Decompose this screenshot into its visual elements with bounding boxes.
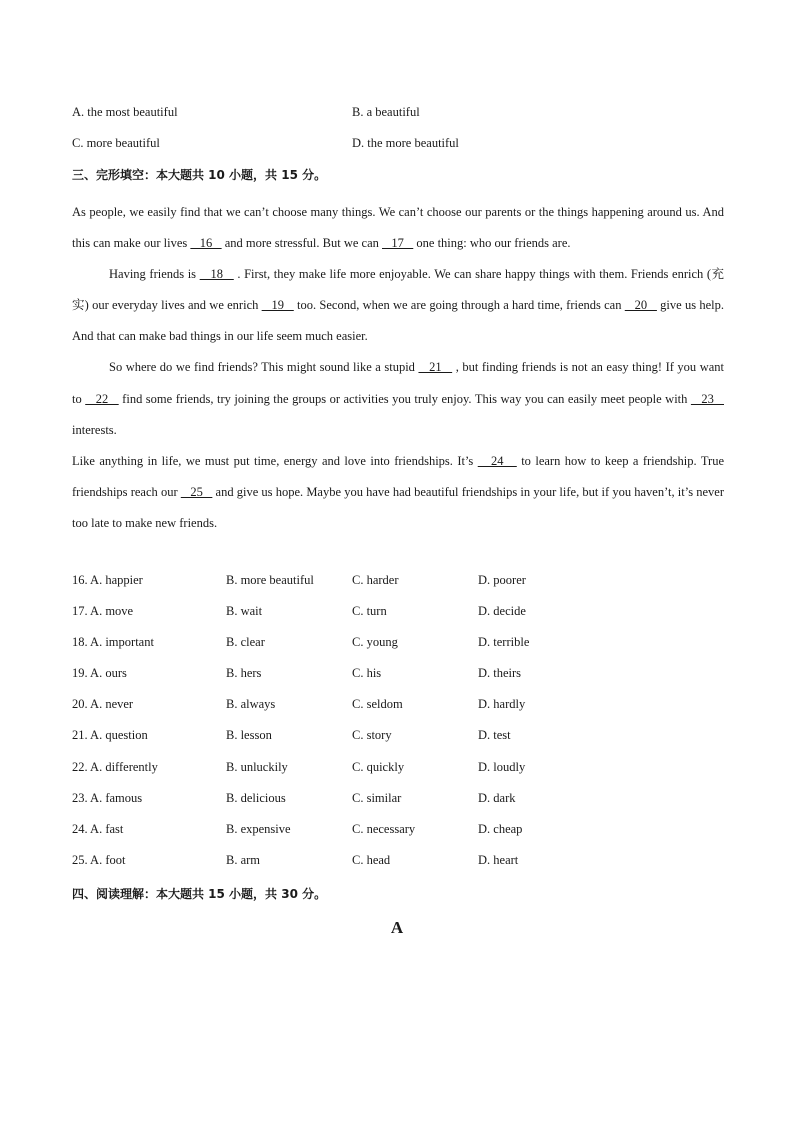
question-row [72,821,732,852]
option-b: B. lesson [226,728,272,743]
option-c: C. story [352,728,392,743]
option-a: 22. A. differently [72,759,158,774]
blank-23: 23 [690,391,724,406]
option-d: D. test [478,728,511,743]
question-row [72,696,732,727]
question-row [72,759,732,790]
option-a: 24. A. fast [72,821,124,836]
option-a: 25. A. foot [72,852,126,867]
option-a: 20. A. never [72,697,134,712]
passage-text: So where do we find friends? This might sound like a stupid [109,360,419,375]
passage-text: Like anything in life, we must put time, energy and love into friendships. It’s [72,453,478,468]
option-a: 19. A. ours [72,666,127,681]
passage-paragraph-3 [72,352,724,445]
passage-a-heading: A [390,918,404,937]
option-d: D. hardly [478,697,526,712]
prev-option-b: B. a beautiful [352,105,420,119]
passage-text: and give us hope. Maybe you have had beautiful friendships in your life, but if you haven’t, it’s never too late to make new friends. [72,484,725,530]
blank-18: 18 [199,267,234,282]
option-c: C. quickly [352,759,405,774]
option-a: 18. A. important [72,635,154,650]
question-row [72,852,732,883]
passage-text: As people, we easily find that we can’t choose many things. We can’t choose our parents or the things happening around us. And this can make our lives [72,205,724,251]
option-c: C. his [352,666,382,681]
question-row [72,727,732,758]
option-b: B. more beautiful [226,573,314,587]
prev-option-c: C. more beautiful [72,136,160,150]
option-b: B. hers [226,666,262,681]
option-a: 21. A. question [72,728,148,743]
option-a: 16. A. happier [72,573,143,587]
blank-19: 19 [261,298,294,313]
blank-21: 21 [418,360,453,375]
prev-option-a: A. the most beautiful [72,105,178,119]
passage-text: too. Second, when we are going through a hard time, friends can [293,298,625,313]
cloze-passage [72,197,724,539]
question-row [72,603,732,634]
blank-24: 24 [477,453,517,468]
option-c: C. seldom [352,697,403,712]
passage-paragraph-4 [72,446,724,539]
passage-text: one thing: who our friends are. [413,236,571,251]
blank-17: 17 [382,236,414,251]
question-row [72,572,732,603]
option-d: D. decide [478,604,526,619]
option-c: C. similar [352,790,402,805]
option-b: B. expensive [226,821,291,836]
blank-16: 16 [190,236,222,251]
option-d: D. terrible [478,635,530,650]
option-a: 17. A. move [72,604,134,619]
option-d: D. loudly [478,759,526,774]
option-c: C. young [352,635,398,650]
passage-text: to learn how to keep a friendship. True friendships reach our [72,453,725,499]
prev-option-d: D. the more beautiful [352,136,459,150]
option-d: D. heart [478,852,519,867]
blank-22: 22 [85,391,119,406]
option-b: B. always [226,697,276,712]
option-c: C. turn [352,604,387,619]
option-c: C. harder [352,573,399,587]
section-3-heading: 三、完形填空：本大题共 10 小题，共 15 分。 [72,168,327,182]
passage-text: interests. [72,422,117,437]
option-c: C. necessary [352,821,416,836]
option-b: B. unluckily [226,759,288,774]
option-d: D. poorer [478,573,526,587]
question-row [72,634,732,665]
section-4-heading: 四、阅读理解：本大题共 15 小题，共 30 分。 [72,887,327,901]
option-b: B. wait [226,604,263,619]
option-b: B. delicious [226,790,286,805]
option-c: C. head [352,852,391,867]
passage-text: find some friends, try joining the groups or activities you truly enjoy. This way you can easily meet people with [118,391,691,406]
option-b: B. clear [226,635,265,650]
option-b: B. arm [226,852,261,867]
option-d: D. theirs [478,666,522,681]
question-row [72,665,732,696]
question-row [72,790,732,821]
option-a: 23. A. famous [72,790,143,805]
blank-20: 20 [624,298,657,313]
option-d: D. cheap [478,821,523,836]
passage-text: , but finding friends is not an easy thing! If you want to [72,360,724,406]
passage-paragraph-2 [72,259,724,352]
passage-paragraph-1 [72,197,724,259]
passage-text: Having friends is [109,267,200,282]
question-options [72,572,732,883]
blank-25: 25 [180,484,213,499]
option-d: D. dark [478,790,516,805]
passage-text: and more stressful. But we can [221,236,383,251]
passage-text: give us help. And that can make bad things in our life seem much easier. [72,298,725,344]
passage-text: . First, they make life more enjoyable. We can share happy things with them. Friends enrich (充实) our everyday lives and we enrich [72,267,724,313]
